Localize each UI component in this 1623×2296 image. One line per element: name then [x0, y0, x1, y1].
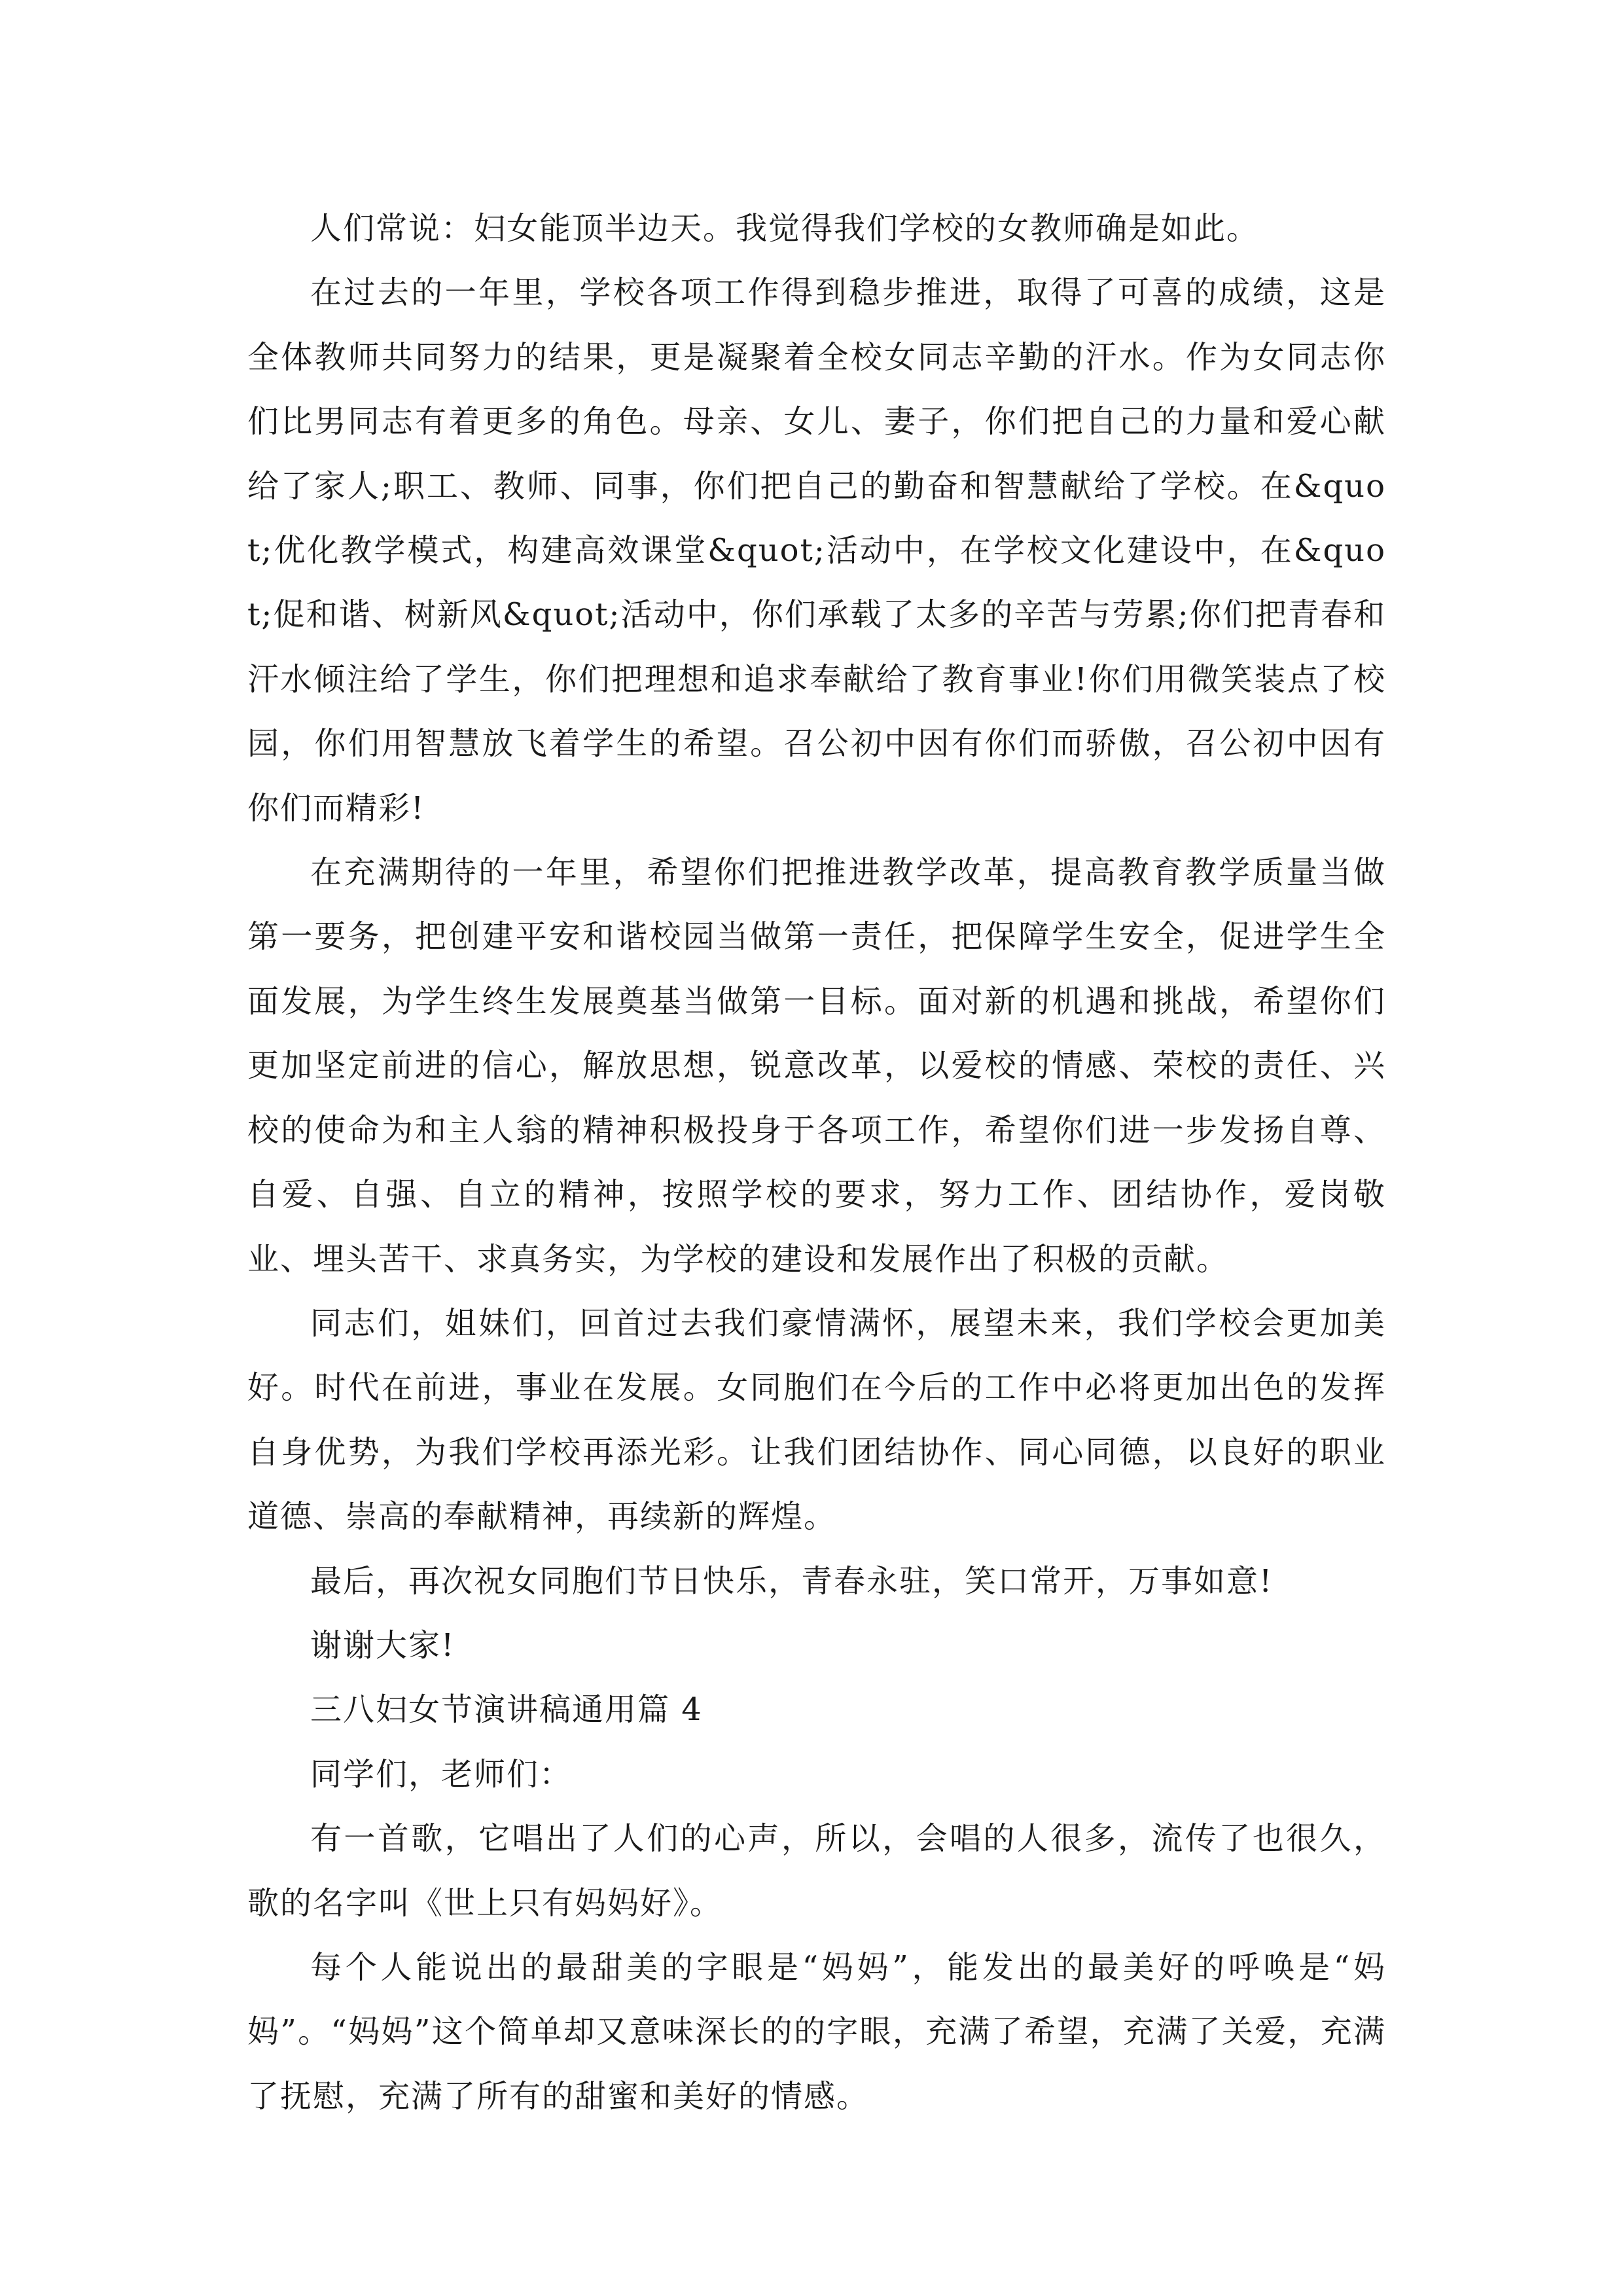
- paragraph-comrades: 同志们，姐妹们，回首过去我们豪情满怀，展望未来，我们学校会更加美好。时代在前进，事业在发展。女同胞们在今后的工作中必将更加出色的发挥自身优势，为我们学校再添光彩。让我们团结协作、同心同德，以良好的职业道德、崇高的奉献精神，再续新的辉煌。: [247, 1304, 1386, 1535]
- paragraph-mother: 每个人能说出的最甜美的字眼是“妈妈”，能发出的最美好的呼唤是“妈妈”。“妈妈”这个简单却又意味深长的的字眼，充满了希望，充满了关爱，充满了抚慰，充满了所有的甜蜜和美好的情感。: [247, 1948, 1386, 2115]
- document-body: [247, 196, 1386, 2128]
- paragraph-thanks: 谢谢大家!: [310, 1626, 455, 1664]
- paragraph-greeting: 同学们，老师们：: [310, 1755, 573, 1793]
- section-heading: 三八妇女节演讲稿通用篇 4: [310, 1691, 703, 1729]
- paragraph-past-year: 在过去的一年里，学校各项工作得到稳步推进，取得了可喜的成绩，这是全体教师共同努力的结果，更是凝聚着全校女同志辛勤的汗水。作为女同志你们比男同志有着更多的角色。母亲、女儿、妻子，你们把自己的力量和爱心献给了家人;职工、教师、同事，你们把自己的勤奋和智慧献给了学校。在&quot;优化教学模式，构建高效课堂&quot;活动中，在学校文化建设中，在&quot;促和谐、树新风&quot;活动中，你们承载了太多的辛苦与劳累;你们把青春和汗水倾注给了学生，你们把理想和追求奉献给了教育事业!你们用微笑装点了校园，你们用智慧放飞着学生的希望。召公初中因有你们而骄傲，召公初中因有你们而精彩!: [247, 274, 1386, 827]
- paragraph-song: 有一首歌，它唱出了人们的心声，所以，会唱的人很多，流传了也很久，歌的名字叫《世上只有妈妈好》。: [247, 1820, 1386, 1922]
- paragraph-hopes: 在充满期待的一年里，希望你们把推进教学改革，提高教育教学质量当做第一要务，把创建平安和谐校园当做第一责任，把保障学生安全，促进学生全面发展，为学生终生发展奠基当做第一目标。面对新的机遇和挑战，希望你们更加坚定前进的信心，解放思想，锐意改革，以爱校的情感、荣校的责任、兴校的使命为和主人翁的精神积极投身于各项工作，希望你们进一步发扬自尊、自爱、自强、自立的精神，按照学校的要求，努力工作、团结协作，爱岗敬业、埋头苦干、求真务实，为学校的建设和发展作出了积极的贡献。: [247, 854, 1386, 1278]
- paragraph-intro: 人们常说：妇女能顶半边天。我觉得我们学校的女教师确是如此。: [310, 210, 1260, 247]
- paragraph-blessing: 最后，再次祝女同胞们节日快乐，青春永驻，笑口常开，万事如意!: [310, 1562, 1274, 1600]
